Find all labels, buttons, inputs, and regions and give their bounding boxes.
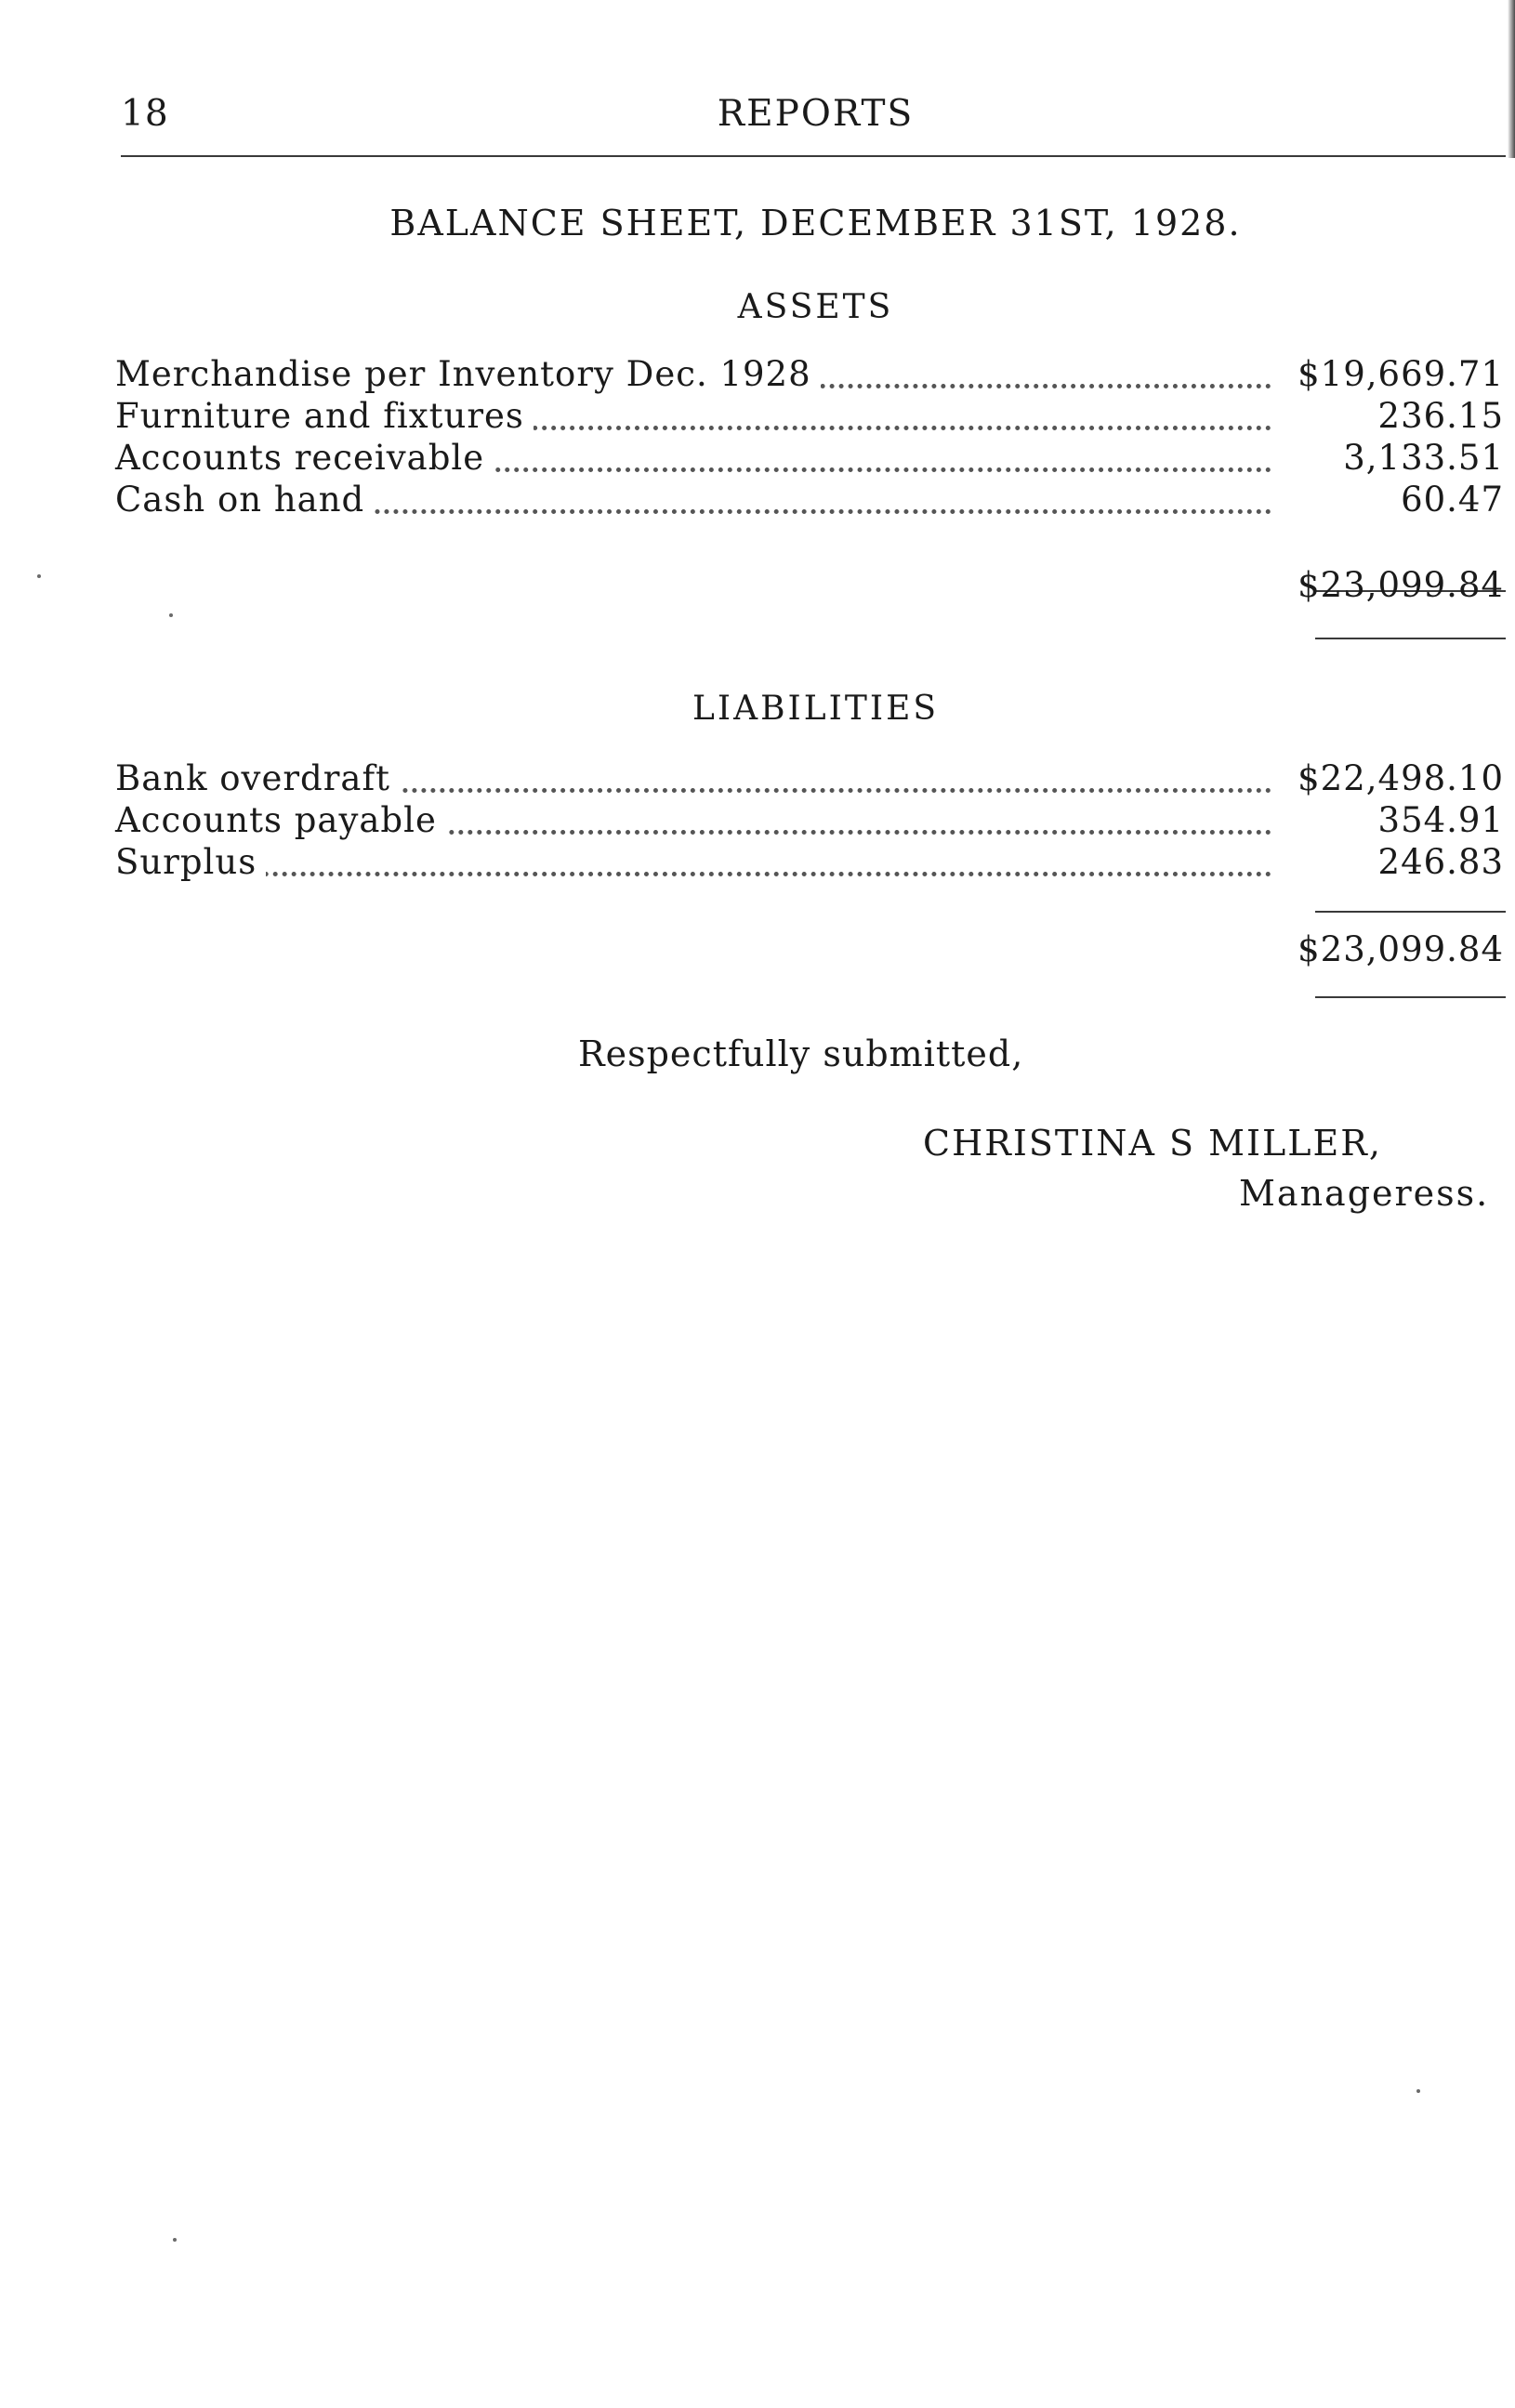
liability-amount: 354.91 <box>1377 800 1504 840</box>
page-edge-shadow <box>1508 0 1515 158</box>
scan-speck <box>1416 2089 1420 2093</box>
assets-total: $23,099.84 <box>1298 565 1504 605</box>
asset-amount: 236.15 <box>1377 396 1504 436</box>
liability-amount: 246.83 <box>1377 842 1504 882</box>
scan-speck <box>37 574 41 578</box>
asset-amount: 3,133.51 <box>1343 438 1504 478</box>
scan-speck <box>173 2238 177 2242</box>
signer-title: Manageress. <box>1239 1173 1490 1214</box>
asset-amount: $19,669.71 <box>1298 354 1504 394</box>
page-number: 18 <box>121 93 169 135</box>
scan-speck <box>169 613 173 617</box>
running-head: REPORTS <box>717 93 915 135</box>
assets-total-underline <box>1315 638 1506 639</box>
asset-amount: 60.47 <box>1401 480 1504 520</box>
asset-label: Cash on hand <box>115 479 374 521</box>
liability-row-surplus <box>115 841 1504 884</box>
asset-row-cash <box>115 479 1504 521</box>
asset-row-merchandise <box>115 353 1504 396</box>
liabilities-sum-rule <box>1315 911 1506 913</box>
asset-label: Furniture and fixtures <box>115 395 534 438</box>
signer-name: CHRISTINA S MILLER, <box>923 1123 1382 1164</box>
liability-label: Surplus <box>115 841 266 884</box>
header-rule <box>121 155 1506 157</box>
asset-label: Accounts receivable <box>115 437 494 480</box>
asset-label: Merchandise per Inventory Dec. 1928 <box>115 353 821 396</box>
liabilities-total: $23,099.84 <box>1298 929 1504 969</box>
liabilities-heading: LIABILITIES <box>692 690 940 728</box>
liability-label: Bank overdraft <box>115 757 400 800</box>
assets-heading: ASSETS <box>737 288 894 326</box>
liabilities-total-underline <box>1315 996 1506 998</box>
liability-label: Accounts payable <box>115 799 446 842</box>
balance-sheet-title: BALANCE SHEET, DECEMBER 31ST, 1928. <box>389 203 1242 243</box>
liability-amount: $22,498.10 <box>1298 758 1504 798</box>
closing-salutation: Respectfully submitted, <box>578 1033 1024 1074</box>
